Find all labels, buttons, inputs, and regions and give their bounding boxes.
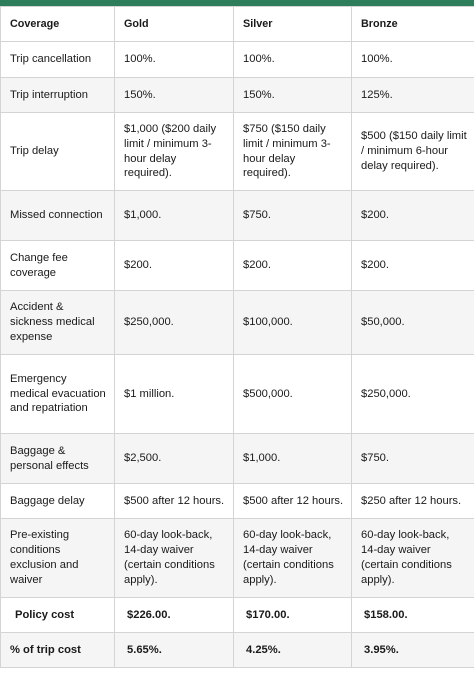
gold-value: $250,000. xyxy=(115,291,234,355)
table-row xyxy=(1,519,474,598)
bronze-value: 3.95%. xyxy=(352,633,474,668)
row-label: Pre-existing conditions exclusion and waiver xyxy=(1,519,115,598)
table-row xyxy=(1,191,474,241)
silver-value: $170.00. xyxy=(234,598,352,633)
row-label: Emergency medical evacuation and repatriation xyxy=(1,355,115,434)
header-bronze: Bronze xyxy=(352,7,474,42)
row-label: Accident & sickness medical expense xyxy=(1,291,115,355)
header-silver: Silver xyxy=(234,7,352,42)
gold-value: $1 million. xyxy=(115,355,234,434)
table-row-trip-cost-percent xyxy=(1,633,474,668)
silver-value: 150%. xyxy=(234,78,352,113)
silver-value: $750. xyxy=(234,191,352,241)
row-label: % of trip cost xyxy=(1,633,115,668)
gold-value: 100%. xyxy=(115,42,234,78)
table-row xyxy=(1,113,474,191)
bronze-value: $250 after 12 hours. xyxy=(352,484,474,519)
silver-value: $750 ($150 daily limit / minimum 3-hour delay required). xyxy=(234,113,352,191)
table-row xyxy=(1,291,474,355)
silver-value: $1,000. xyxy=(234,434,352,484)
silver-value: $200. xyxy=(234,241,352,291)
gold-value: $226.00. xyxy=(115,598,234,633)
silver-value: $500 after 12 hours. xyxy=(234,484,352,519)
bronze-value: $500 ($150 daily limit / minimum 6-hour delay required). xyxy=(352,113,474,191)
silver-value: 4.25%. xyxy=(234,633,352,668)
silver-value: 100%. xyxy=(234,42,352,78)
row-label: Trip interruption xyxy=(1,78,115,113)
header-coverage: Coverage xyxy=(1,7,115,42)
bronze-value: $200. xyxy=(352,191,474,241)
bronze-value: $750. xyxy=(352,434,474,484)
bronze-value: 100%. xyxy=(352,42,474,78)
row-label: Change fee coverage xyxy=(1,241,115,291)
table-header-row xyxy=(1,7,474,42)
coverage-table xyxy=(0,6,474,668)
table-row xyxy=(1,241,474,291)
bronze-value: 125%. xyxy=(352,78,474,113)
row-label: Baggage delay xyxy=(1,484,115,519)
bronze-value: $50,000. xyxy=(352,291,474,355)
gold-value: $1,000. xyxy=(115,191,234,241)
gold-value: $200. xyxy=(115,241,234,291)
gold-value: $1,000 ($200 daily limit / minimum 3-hour delay required). xyxy=(115,113,234,191)
silver-value: $500,000. xyxy=(234,355,352,434)
silver-value: $100,000. xyxy=(234,291,352,355)
table-row xyxy=(1,484,474,519)
table-row xyxy=(1,78,474,113)
gold-value: 5.65%. xyxy=(115,633,234,668)
bronze-value: 60-day look-back, 14-day waiver (certain conditions apply). xyxy=(352,519,474,598)
gold-value: $500 after 12 hours. xyxy=(115,484,234,519)
gold-value: 150%. xyxy=(115,78,234,113)
row-label: Baggage & personal effects xyxy=(1,434,115,484)
table-row-policy-cost xyxy=(1,598,474,633)
bronze-value: $158.00. xyxy=(352,598,474,633)
gold-value: 60-day look-back, 14-day waiver (certain conditions apply). xyxy=(115,519,234,598)
row-label: Trip cancellation xyxy=(1,42,115,78)
header-gold: Gold xyxy=(115,7,234,42)
row-label: Missed connection xyxy=(1,191,115,241)
row-label: Trip delay xyxy=(1,113,115,191)
table-row xyxy=(1,434,474,484)
table-row xyxy=(1,355,474,434)
table-row xyxy=(1,42,474,78)
gold-value: $2,500. xyxy=(115,434,234,484)
silver-value: 60-day look-back, 14-day waiver (certain conditions apply). xyxy=(234,519,352,598)
row-label: Policy cost xyxy=(1,598,115,633)
bronze-value: $250,000. xyxy=(352,355,474,434)
bronze-value: $200. xyxy=(352,241,474,291)
